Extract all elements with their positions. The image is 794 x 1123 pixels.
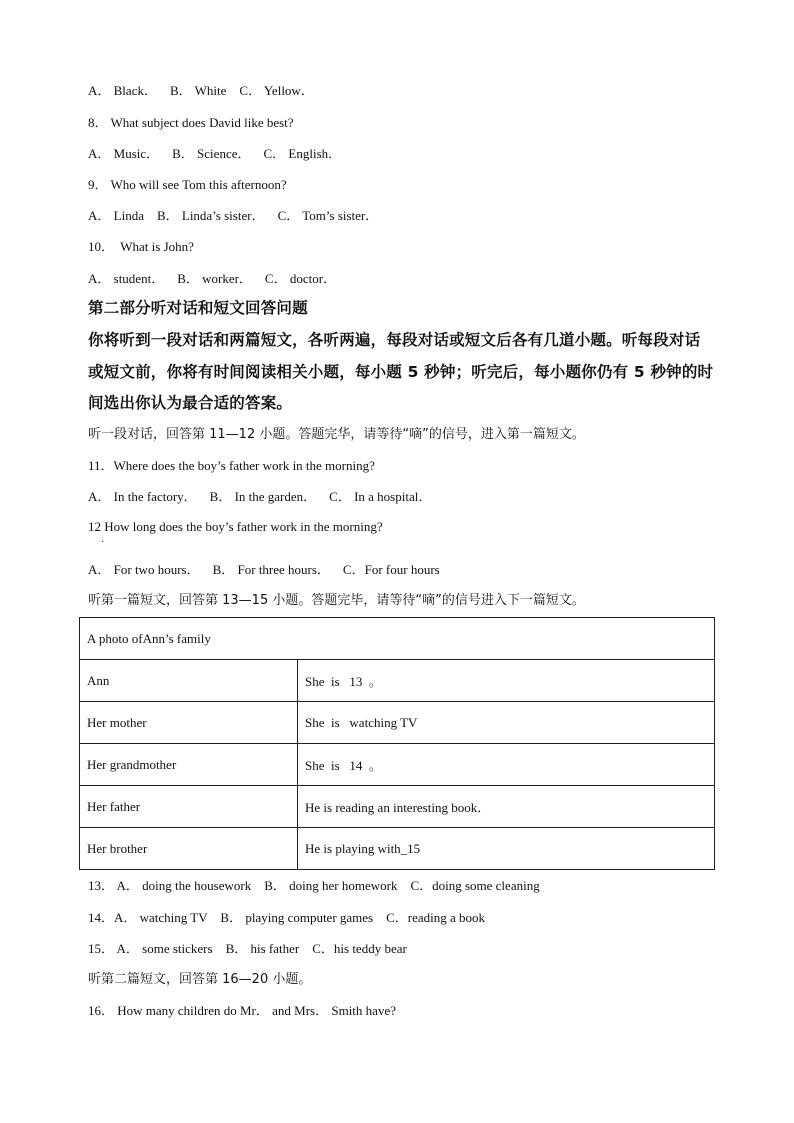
table-cell-description: She is 14 。: [298, 744, 715, 786]
table-cell-description: She is watching TV: [298, 702, 715, 744]
question-10-options: A． student． B． worker． C． doctor．: [88, 271, 337, 286]
table-cell-person: Ann: [80, 660, 298, 702]
question-10: 10． What is John?: [88, 239, 194, 254]
table-cell-description: He is playing with_15: [298, 828, 715, 870]
dialog-note: 听一段对话，回答第 11—12 小题。答题完华，请等待“嘀”的信号，进入第一篇短文。: [88, 427, 585, 442]
question-11-options: A． In the factory． B． In the garden． C． In a hospital．: [88, 489, 432, 504]
part-two-title: 第二部分听对话和短文回答问题: [88, 299, 308, 317]
stray-dot-mark: ·: [101, 537, 105, 548]
table-row: [80, 660, 715, 702]
passage-2-note: 听第二篇短文，回答第 16—20 小题。: [88, 972, 312, 987]
question-8-options: A． Music． B． Science． C． English．: [88, 146, 342, 161]
instructions-line-2: 或短文前，你将有时间阅读相关小题，每小题 5 秒钟；听完后，每小题你仍有 5 秒钟的时: [88, 363, 714, 381]
table-row: [80, 744, 715, 786]
question-12-options: A． For two hours． B． For three hours． C．For four hours: [88, 562, 440, 577]
question-9: 9． Who will see Tom this afternoon?: [88, 177, 287, 192]
table-cell-person: Her brother: [80, 828, 298, 870]
question-14: 14．A． watching TV B． playing computer games C．reading a book: [88, 910, 486, 925]
table-cell-person: Her father: [80, 786, 298, 828]
question-7-options: A． Black． B． White C． Yellow．: [88, 83, 314, 98]
passage-1-note: 听第一篇短文，回答第 13—15 小题。答题完毕，请等待“嘀”的信号进入下一篇短文。: [88, 593, 585, 608]
table-title: A photo ofAnn’s family: [80, 618, 715, 660]
table-cell-description: He is reading an interesting book．: [298, 786, 715, 828]
instructions-line-3: 间选出你认为最合适的答案。: [88, 394, 293, 412]
table-row: [80, 828, 715, 870]
question-8: 8． What subject does David like best?: [88, 115, 294, 130]
question-16: 16． How many children do Mr． and Mrs． Smith have?: [88, 1003, 396, 1018]
table-cell-person: Her grandmother: [80, 744, 298, 786]
table-row: [80, 786, 715, 828]
table-cell-person: Her mother: [80, 702, 298, 744]
table-cell-description: She is 13 。: [298, 660, 715, 702]
question-12: 12 How long does the boy’s father work in the morning?: [88, 519, 383, 534]
family-photo-table: [79, 617, 715, 870]
question-15: 15． A． some stickers B． his father C．his teddy bear: [88, 941, 407, 956]
question-11: 11．Where does the boy’s father work in the morning?: [88, 458, 375, 473]
question-13: 13． A． doing the housework B． doing her homework C．doing some cleaning: [88, 878, 540, 893]
question-9-options: A． Linda B． Linda’s sister． C． Tom’s sister．: [88, 208, 379, 223]
table-title-row: [80, 618, 715, 660]
instructions-line-1: 你将听到一段对话和两篇短文，各听两遍，每段对话或短文后各有几道小题。听每段对话: [88, 331, 701, 349]
table-row: [80, 702, 715, 744]
